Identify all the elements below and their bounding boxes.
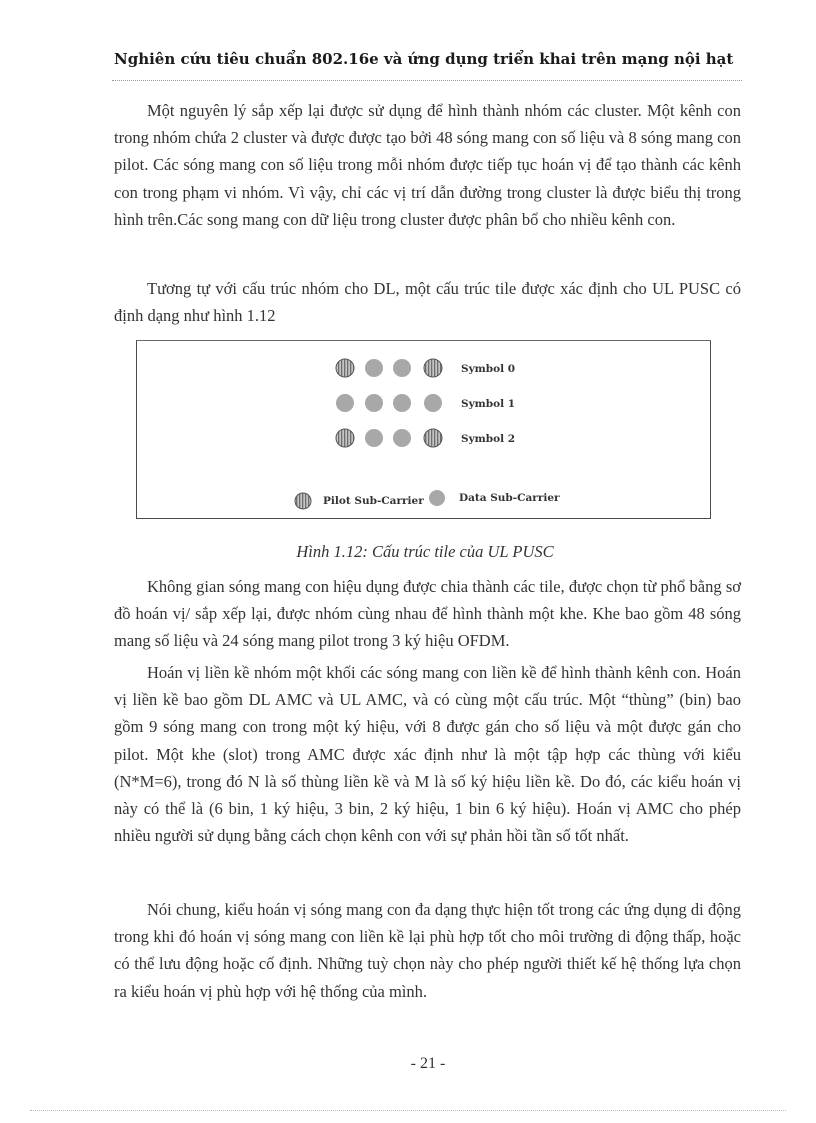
pilot-subcarrier-s0-c3 xyxy=(424,359,442,377)
symbol-label-1: Symbol 1 xyxy=(461,398,516,410)
footer-divider xyxy=(30,1110,786,1111)
symbol-label-2: Symbol 2 xyxy=(461,433,516,445)
pilot-legend-icon xyxy=(295,493,311,509)
paragraph-tile-slot: Không gian sóng mang con hiệu dụng được chia thành các tile, được chọn từ phổ bằng sơ đồ hoán vị/ sắp xếp lại, được nhóm cùng nhau để hình thành một khe. Khe bao gồm 48 sóng mang số liệu và 24 sóng mang pilot trong 3 ký hiệu OFDM. xyxy=(114,577,741,651)
pilot-subcarrier-s2-c0 xyxy=(336,429,354,447)
data-subcarrier-s0-c2 xyxy=(393,359,411,377)
symbol-label-0: Symbol 0 xyxy=(461,363,516,375)
data-legend-icon xyxy=(429,490,445,506)
tile-diagram xyxy=(137,341,712,520)
paragraph-adjacent-permutation: Hoán vị liền kề nhóm một khối các sóng mang con liền kề để hình thành kênh con. Hoán vị liền kề bao gồm DL AMC và UL AMC, và có cùng một cấu trúc. Một “thùng” (bin) bao gồm 9 sóng mang con trong một ký hiệu, với 8 được gán cho số liệu và một được gán cho pilot. Một khe (slot) trong AMC được xác định như là một tập hợp các thùng với kiểu (N*M=6), trong đó N là số thùng liền kề và M là số ký hiệu liền kề. Do đó, các kiểu hoán vị này có thể là (6 bin, 1 ký hiệu, 3 bin, 2 ký hiệu, 1 bin 6 ký hiệu). Hoán vị AMC cho phép nhiều người sử dụng bằng cách chọn kênh con với sự phản hồi tần số tốt nhất. xyxy=(114,663,741,846)
running-header: Nghiên cứu tiêu chuẩn 802.16e và ứng dụng triển khai trên mạng nội hạt xyxy=(114,50,734,68)
page-number: - 21 - xyxy=(410,1055,446,1072)
data-subcarrier-s0-c1 xyxy=(365,359,383,377)
data-subcarrier-s1-c0 xyxy=(336,394,354,412)
data-subcarrier-s2-c2 xyxy=(393,429,411,447)
paragraph-ul-pusc-intro: Tương tự với cấu trúc nhóm cho DL, một cấu trúc tile được xác định cho UL PUSC có định dạng như hình 1.12 xyxy=(114,279,741,326)
pilot-subcarrier-s0-c0 xyxy=(336,359,354,377)
tile-structure-figure xyxy=(136,340,711,519)
figure-caption: Hình 1.12: Cấu trúc tile của UL PUSC xyxy=(296,542,554,561)
data-subcarrier-s1-c1 xyxy=(365,394,383,412)
data-subcarrier-s1-c2 xyxy=(393,394,411,412)
data-subcarrier-s1-c3 xyxy=(424,394,442,412)
data-legend-label: Data Sub-Carrier xyxy=(459,492,560,504)
pilot-legend-label: Pilot Sub-Carrier xyxy=(323,495,424,507)
pilot-subcarrier-s2-c3 xyxy=(424,429,442,447)
header-divider xyxy=(112,80,742,81)
paragraph-cluster-grouping: Một nguyên lý sắp xếp lại được sử dụng để hình thành nhóm các cluster. Một kênh con trong nhóm chứa 2 cluster và được được tạo bởi 48 sóng mang con số liệu và 8 sóng mang con pilot. Các sóng mang con số liệu trong mỗi nhóm được tiếp tục hoán vị để tạo thành các kênh con trong phạm vi nhóm. Vì vậy, chỉ các vị trí dẫn đường trong cluster là được biểu thị trong hình trên.Các song mang con dữ liệu trong cluster được phân bổ cho nhiều kênh con. xyxy=(114,101,741,229)
paragraph-conclusion: Nói chung, kiểu hoán vị sóng mang con đa dạng thực hiện tốt trong các ứng dụng di động trong khi đó hoán vị sóng mang con liền kề lại phù hợp tốt cho môi trường di động thấp, hoặc có thể lưu động hoặc cố định. Những tuỳ chọn này cho phép người thiết kế hệ thống lựa chọn ra kiểu hoán vị phù hợp với hệ thống của mình. xyxy=(114,900,741,1001)
data-subcarrier-s2-c1 xyxy=(365,429,383,447)
